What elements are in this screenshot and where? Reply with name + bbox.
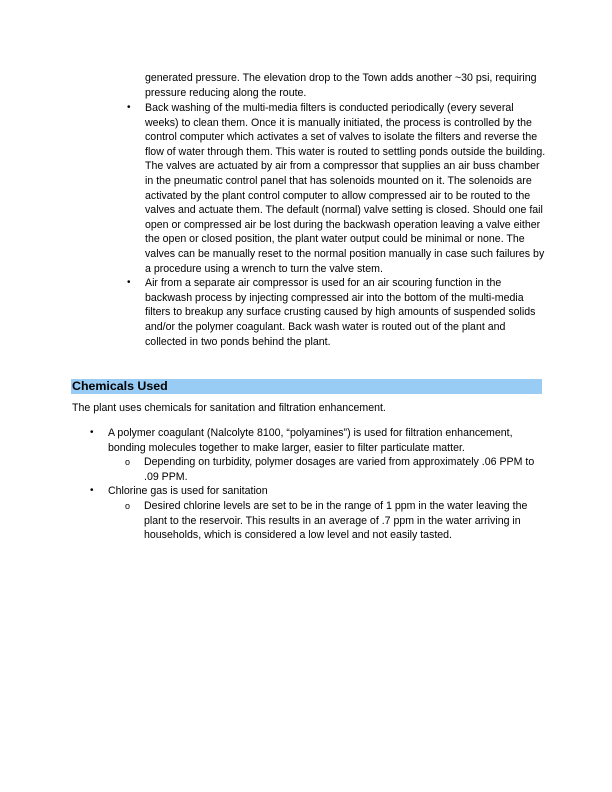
list-item bbox=[72, 484, 547, 542]
sub-bullet-icon: o bbox=[125, 457, 131, 468]
continuation-paragraph: generated pressure. The elevation drop to the Town adds another ~30 psi, requiring pressure reducing along the route. bbox=[145, 72, 537, 99]
bullet-text: A polymer coagulant (Nalcolyte 8100, “polyamines”) is used for filtration enhancement, bonding molecules together to make larger, easier to filter particulate matter. bbox=[108, 427, 513, 454]
sub-list-item bbox=[108, 499, 547, 543]
bullet-icon: • bbox=[90, 485, 94, 497]
sub-bullet-text: Desired chlorine levels are set to be in the range of 1 ppm in the water leaving the plant to the reservoir. This results in an average of .7 ppm in the water arriving in households, which is considered a low level and not easily tasted. bbox=[144, 499, 528, 542]
bullet-icon: • bbox=[90, 427, 94, 438]
bullet-text: Air from a separate air compressor is used for an air scouring function in the backwash process by injecting compressed air into the bottom of the multi-media filters to breakup any surface crusting caused by high amounts of suspended solids and/or the polymer coagulant. Back wash water is routed out of the plant and collected in two ponds behind the plant. bbox=[145, 277, 536, 348]
list-item bbox=[72, 426, 547, 484]
section-intro: The plant uses chemicals for sanitation and filtration enhancement. bbox=[72, 402, 386, 414]
sub-list bbox=[108, 455, 547, 484]
bullet-icon: • bbox=[127, 277, 131, 289]
section-heading: Chemicals Used bbox=[71, 379, 542, 394]
sub-list-item bbox=[108, 455, 547, 484]
sub-bullet-icon: o bbox=[125, 500, 131, 511]
list-item bbox=[72, 101, 547, 276]
process-bullet-list bbox=[72, 101, 547, 349]
list-item bbox=[72, 276, 547, 349]
bullet-text: Back washing of the multi-media filters is conducted periodically (every several weeks) to clean them. Once it is manually initiated, the process is controlled by the control computer which activates a set of valves to isolate the filters and reverse the flow of water through them. This water is routed to settling ponds outside the building. The valves are actuated by air from a compressor that supplies an air buss chamber in the pneumatic control panel that has solenoids mounted on it. The solenoids are activated by the plant control computer to allow compressed air to be routed to the valves and actuate them. The default (normal) valve setting is closed. Should one fail open or compressed air be lost during the backwash operation leaving a valve either the open or closed position, the plant water output could be minimal or none. The valves can be manually reset to the normal position manually in case such failures by a procedure using a wrench to turn the valve stem. bbox=[145, 102, 546, 275]
bullet-text: Chlorine gas is used for sanitation bbox=[108, 485, 268, 498]
bullet-icon: • bbox=[127, 102, 131, 113]
sub-bullet-text: Depending on turbidity, polymer dosages are varied from approximately .06 PPM to .09 PPM. bbox=[144, 456, 535, 483]
chemicals-bullet-list bbox=[72, 426, 547, 543]
sub-list bbox=[108, 499, 547, 543]
